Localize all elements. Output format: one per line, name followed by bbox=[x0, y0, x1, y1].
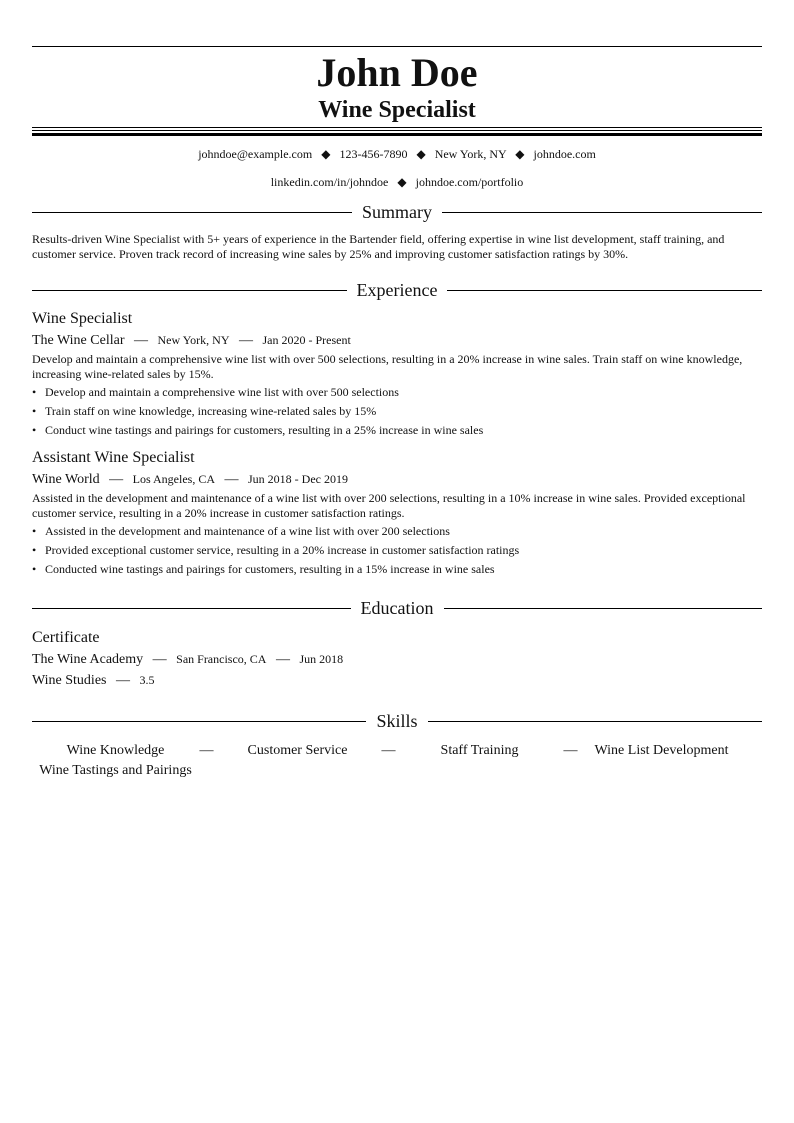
job-location: Los Angeles, CA bbox=[132, 472, 215, 486]
skill-item: Staff Training bbox=[440, 743, 519, 758]
bullet-icon: • bbox=[32, 524, 37, 538]
diamond-separator-icon: ◆ bbox=[397, 175, 407, 189]
dash-separator: — bbox=[381, 743, 396, 758]
skills-list bbox=[32, 742, 762, 780]
skills-heading bbox=[32, 710, 762, 732]
skill-item: Wine List Development bbox=[594, 743, 729, 758]
skill-item: Customer Service bbox=[247, 743, 348, 758]
job-entry bbox=[32, 448, 762, 577]
contact-email[interactable]: johndoe@example.com bbox=[198, 147, 313, 161]
dash-separator: — bbox=[275, 652, 290, 667]
dash-separator: — bbox=[239, 333, 253, 348]
education-field: Wine Studies bbox=[32, 673, 107, 688]
experience-heading bbox=[32, 279, 762, 301]
dash-separator: — bbox=[152, 652, 167, 667]
skill-item: Wine Tastings and Pairings bbox=[39, 763, 192, 778]
contact-portfolio[interactable]: johndoe.com/portfolio bbox=[415, 175, 524, 189]
job-bullets bbox=[32, 524, 762, 577]
education-degree: Certificate bbox=[32, 629, 100, 646]
education-field-row bbox=[32, 671, 762, 690]
job-description: Assisted in the development and maintenance of a wine list with over 200 selections, resulting in a 10% increase in wine sales. Provided exceptional customer service, resulting in a 20% increase in customer satisfaction ratings. bbox=[32, 491, 746, 520]
job-dates: Jan 2020 - Present bbox=[262, 333, 351, 347]
list-item: • Assisted in the development and maintenance of a wine list with over 200 selections bbox=[32, 524, 450, 538]
education-date: Jun 2018 bbox=[299, 652, 344, 666]
job-meta bbox=[32, 470, 762, 489]
contact-linkedin[interactable]: linkedin.com/in/johndoe bbox=[270, 175, 389, 189]
dash-separator: — bbox=[115, 673, 130, 688]
contact-location: New York, NY bbox=[434, 147, 507, 161]
job-entry bbox=[32, 309, 762, 438]
resume-page bbox=[32, 0, 762, 780]
education-gpa: 3.5 bbox=[139, 673, 155, 687]
diamond-separator-icon: ◆ bbox=[515, 147, 525, 161]
list-item: • Train staff on wine knowledge, increasing wine-related sales by 15% bbox=[32, 404, 377, 418]
dash-separator: — bbox=[199, 743, 214, 758]
education-meta bbox=[32, 650, 762, 669]
diamond-separator-icon: ◆ bbox=[416, 147, 426, 161]
job-bullets bbox=[32, 385, 762, 438]
education-location: San Francisco, CA bbox=[176, 652, 267, 666]
education-entry bbox=[32, 628, 762, 690]
skill-item: Wine Knowledge bbox=[66, 743, 165, 758]
job-company: Wine World bbox=[32, 472, 100, 487]
bullet-icon: • bbox=[32, 385, 37, 399]
contact-line-1 bbox=[32, 147, 762, 161]
list-item: • Conduct wine tastings and pairings for customers, resulting in a 25% increase in wine sales bbox=[32, 423, 484, 437]
summary-heading bbox=[32, 201, 762, 223]
experience-title: Experience bbox=[356, 280, 438, 300]
education-title: Education bbox=[360, 598, 434, 618]
job-title: Assistant Wine Specialist bbox=[32, 449, 195, 466]
contact-website[interactable]: johndoe.com bbox=[533, 147, 596, 161]
job-meta bbox=[32, 331, 762, 350]
top-rule bbox=[32, 46, 762, 47]
list-item: • Develop and maintain a comprehensive wine list with over 500 selections bbox=[32, 385, 399, 399]
list-item: • Conducted wine tastings and pairings for customers, resulting in a 15% increase in wine sales bbox=[32, 562, 495, 576]
job-dates: Jun 2018 - Dec 2019 bbox=[248, 472, 348, 486]
summary-text: Results-driven Wine Specialist with 5+ years of experience in the Bartender field, offering expertise in wine list development, staff training, and customer service. Proven track record of increasing wine sales by 25% and improving customer satisfaction ratings by 30%. bbox=[32, 232, 725, 261]
education-school: The Wine Academy bbox=[32, 652, 144, 667]
job-company: The Wine Cellar bbox=[32, 333, 125, 348]
skills-title: Skills bbox=[376, 711, 418, 731]
summary-title: Summary bbox=[362, 202, 432, 222]
dash-separator: — bbox=[224, 472, 239, 487]
list-item: • Provided exceptional customer service, resulting in a 20% increase in customer satisfaction ratings bbox=[32, 543, 520, 557]
contact-line-2 bbox=[32, 175, 762, 189]
candidate-name: John Doe bbox=[316, 50, 478, 95]
dash-separator: — bbox=[563, 743, 578, 758]
dash-separator: — bbox=[109, 472, 124, 487]
bullet-icon: • bbox=[32, 404, 37, 418]
job-location: New York, NY bbox=[157, 333, 230, 347]
bullet-icon: • bbox=[32, 543, 37, 557]
bullet-icon: • bbox=[32, 562, 37, 576]
dash-separator: — bbox=[133, 333, 148, 348]
contact-phone[interactable]: 123-456-7890 bbox=[339, 147, 408, 161]
job-description: Develop and maintain a comprehensive wine list with over 500 selections, resulting in a 20% increase in wine sales. Train staff on wine knowledge, increasing wine-related sales by 15%. bbox=[32, 352, 743, 381]
header-rules bbox=[32, 127, 762, 136]
job-title: Wine Specialist bbox=[32, 310, 133, 327]
education-heading bbox=[32, 597, 762, 619]
candidate-role: Wine Specialist bbox=[318, 97, 476, 123]
bullet-icon: • bbox=[32, 423, 37, 437]
diamond-separator-icon: ◆ bbox=[321, 147, 331, 161]
